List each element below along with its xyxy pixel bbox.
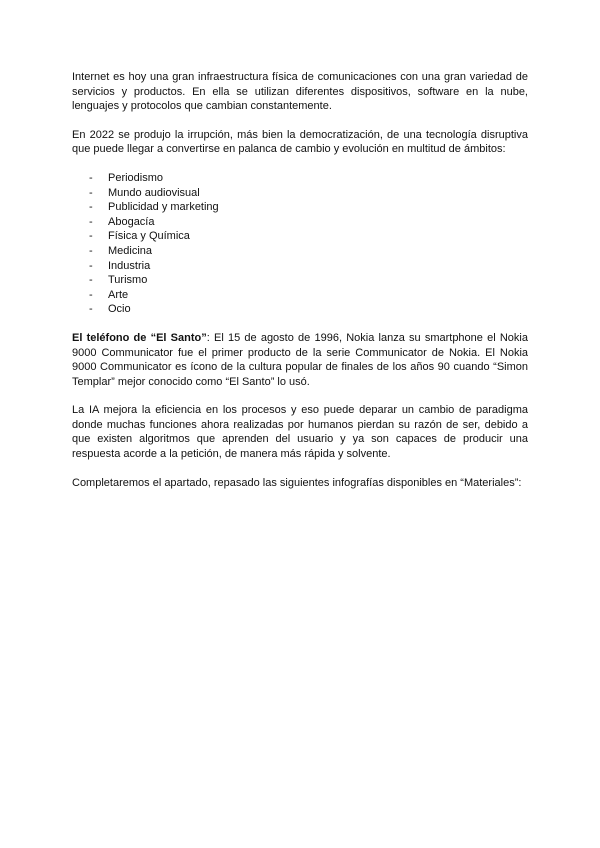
list-item-label: Arte: [108, 288, 129, 301]
list-item-label: Abogacía: [108, 215, 155, 228]
bullet-dash: -: [89, 303, 93, 316]
areas-list: [72, 171, 528, 317]
bullet-dash: -: [89, 186, 93, 199]
paragraph-2022: En 2022 se produjo la irrupción, más bien la democratización, de una tecnología disruptiva que puede llegar a convertirse en palanca de cambio y evolución en multitud de ámbitos:: [72, 128, 528, 156]
list-item-label: Turismo: [108, 274, 148, 287]
el-santo-heading: El teléfono de “El Santo”: [72, 331, 207, 344]
paragraph-ia: La IA mejora la eficiencia en los procesos y eso puede deparar un cambio de paradigma donde muchas funciones ahora realizadas por humanos pierdan su razón de ser, debido a que existen algoritmos que aprenden del usuario y ya son capaces de producir una respuesta acorde a la petición, de manera más rápida y solvente.: [72, 404, 528, 461]
list-item: [72, 215, 528, 230]
bullet-dash: -: [89, 274, 93, 287]
list-item: [72, 244, 528, 259]
bullet-dash: -: [89, 215, 93, 228]
list-item: [72, 229, 528, 244]
bullet-dash: -: [89, 230, 93, 243]
el-santo-body: : El 15 de agosto de 1996, Nokia lanza su smartphone el Nokia 9000 Communicator fue el primer producto de la serie Communicator de Nokia. El Nokia 9000 Communicator es ícono de la cultura popular de finales de los años 90 cuando “Simon Templar” mejor conocido como “El Santo” lo usó.: [72, 331, 528, 388]
list-item: [72, 200, 528, 215]
list-item: [72, 171, 528, 186]
list-item-label: Industria: [108, 259, 151, 272]
document-page: [72, 70, 528, 504]
list-item-label: Periodismo: [108, 171, 164, 184]
list-item: [72, 259, 528, 274]
bullet-dash: -: [89, 171, 93, 184]
paragraph-internet: Internet es hoy una gran infraestructura física de comunicaciones con una gran variedad de servicios y productos. En ella se utilizan diferentes dispositivos, software en la nube, lenguajes y protocolos que cambian constantemente.: [72, 71, 528, 113]
list-item-label: Física y Química: [108, 230, 190, 243]
list-item: [72, 273, 528, 288]
paragraph-materiales: Completaremos el apartado, repasado las siguientes infografías disponibles en “Materiales”:: [72, 476, 522, 489]
list-item-label: Mundo audiovisual: [108, 186, 200, 199]
bullet-dash: -: [89, 201, 93, 214]
bullet-dash: -: [89, 244, 93, 257]
list-item-label: Publicidad y marketing: [108, 201, 219, 214]
bullet-dash: -: [89, 288, 93, 301]
paragraph-el-santo: [72, 331, 528, 389]
list-item: [72, 186, 528, 201]
list-item: [72, 288, 528, 303]
list-item-label: Ocio: [108, 303, 131, 316]
list-item: [72, 302, 528, 317]
bullet-dash: -: [89, 259, 93, 272]
list-item-label: Medicina: [108, 244, 153, 257]
